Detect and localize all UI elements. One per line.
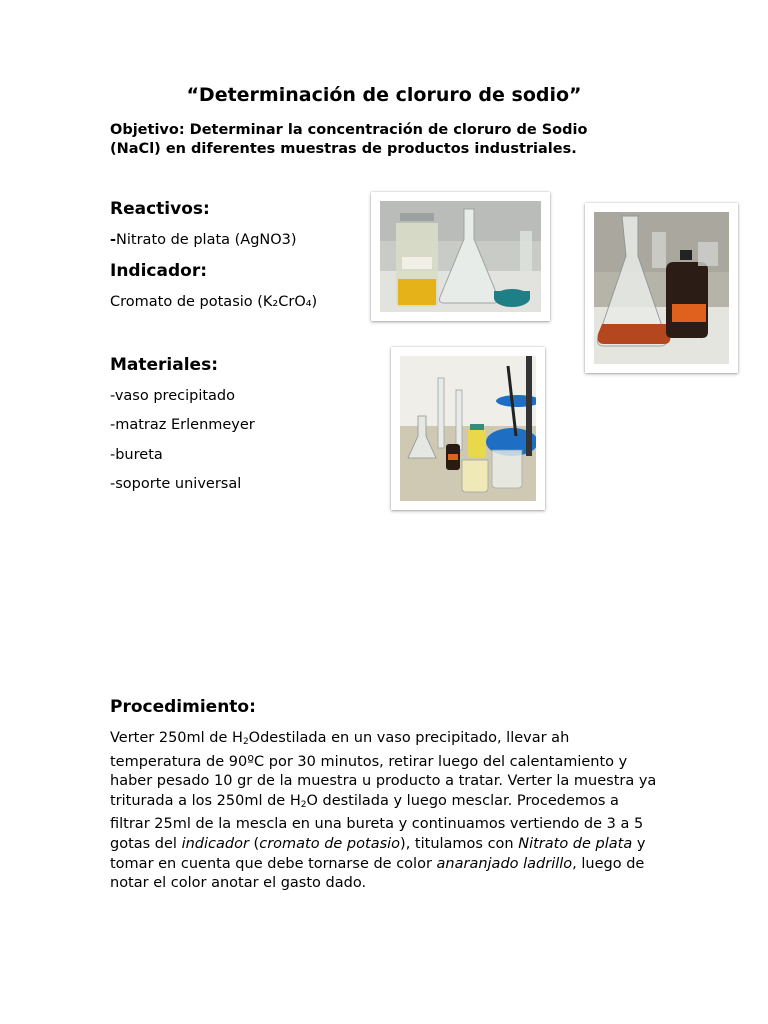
proc-emphasis: indicador xyxy=(181,835,249,852)
document-title: “Determinación de cloruro de sodio” xyxy=(186,84,582,106)
material-item: -soporte universal xyxy=(110,476,242,492)
reactivo-dash: - xyxy=(110,232,117,248)
erlenmeyer-image xyxy=(594,212,729,364)
proc-emphasis: Nitrato de plata xyxy=(518,835,633,852)
reactivos-heading: Reactivos: xyxy=(110,199,210,219)
photo-lab-materials xyxy=(391,347,545,510)
material-item: -matraz Erlenmeyer xyxy=(110,417,255,433)
proc-emphasis: cromato de potasio xyxy=(259,835,401,852)
materiales-heading: Materiales: xyxy=(110,355,219,375)
photo-erlenmeyer-titration xyxy=(585,203,738,373)
reactivo-text: Nitrato de plata (AgNO3) xyxy=(116,232,297,248)
material-item: -vaso precipitado xyxy=(110,388,235,404)
proc-subscript: 2 xyxy=(300,799,307,810)
proc-text: , luego de notar el color anotar el gasto dado. xyxy=(110,855,645,892)
indicador-heading: Indicador: xyxy=(110,261,208,281)
proc-emphasis: anaranjado ladrillo xyxy=(436,855,573,872)
reagent-bottle-image xyxy=(380,201,541,312)
proc-subscript: 2 xyxy=(242,737,249,747)
material-item: -bureta xyxy=(110,447,163,463)
proc-text: O destilada y luego mesclar. Procedemos a filtrar 25ml de la mescla en una bureta y continuamos vertiendo de 3 a 5 gotas del xyxy=(110,792,644,852)
lab-materials-image xyxy=(400,356,536,501)
reactivo-item xyxy=(110,231,297,250)
photo-reagent-bottle xyxy=(371,192,550,321)
indicador-item: Cromato de potasio (K₂CrO₄) xyxy=(110,294,318,310)
proc-text: Odestilada en un vaso precipitado, llevar ah temperatura de 90ºC por 30 minutos, retirar luego del calentamiento y haber pesado 10 gr de la muestra u producto a tratar. Verter la muestra ya triturada a los 250ml de H xyxy=(110,730,657,809)
proc-text: ( xyxy=(248,835,260,852)
proc-text: y tomar en cuenta que debe tornarse de color xyxy=(110,835,646,872)
objective-paragraph xyxy=(110,121,650,159)
proc-text: ), titulamos con xyxy=(400,835,519,852)
objective-line-1: Objetivo: Determinar la concentración de cloruro de Sodio xyxy=(110,122,588,138)
procedimiento-paragraph xyxy=(110,729,660,894)
objective-line-2: (NaCl) en diferentes muestras de productos industriales. xyxy=(110,141,577,157)
proc-text: Verter 250ml de H xyxy=(110,730,243,746)
procedimiento-heading: Procedimiento: xyxy=(110,697,256,717)
